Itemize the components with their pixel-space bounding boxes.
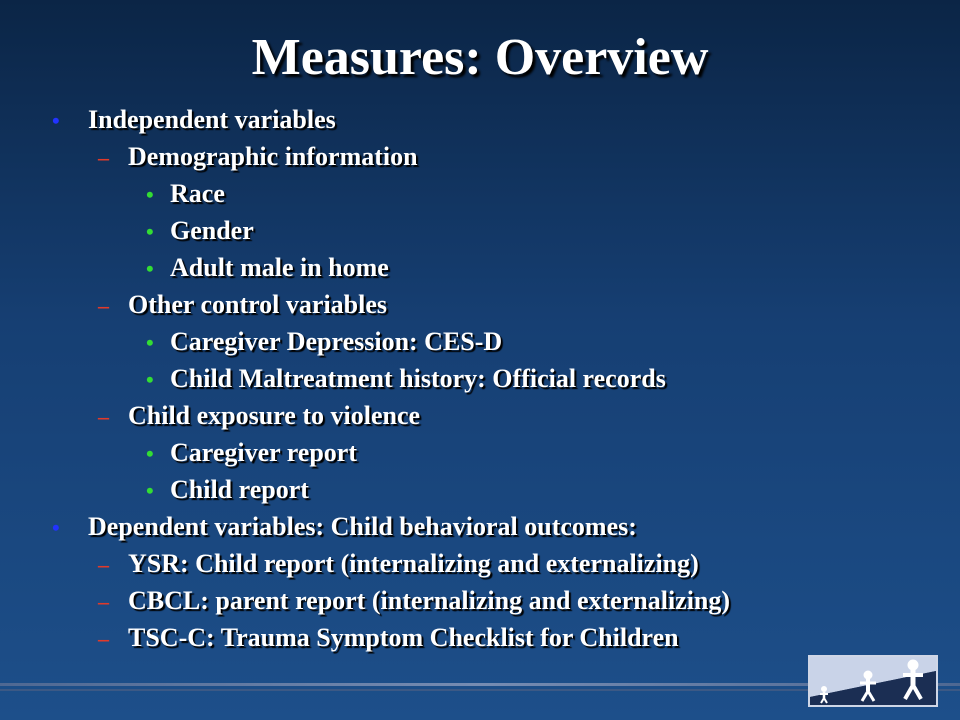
bullet-text: Gender <box>170 216 254 245</box>
dash-marker: – <box>98 293 109 318</box>
slide-title: Measures: Overview <box>251 29 709 86</box>
growing-figures-logo-icon <box>808 655 938 707</box>
bullet-text: Race <box>170 179 225 208</box>
bullet-marker: • <box>146 367 154 392</box>
bullet-text: Independent variables <box>88 105 336 134</box>
bullet-item <box>98 585 730 618</box>
bullet-item <box>52 511 637 544</box>
bullet-marker: • <box>146 330 154 355</box>
bullet-text: Demographic information <box>128 142 418 171</box>
bullet-text: Dependent variables: Child behavioral outcomes: <box>88 512 637 541</box>
bullet-marker: • <box>146 256 154 281</box>
dash-marker: – <box>98 626 109 651</box>
dash-marker: – <box>98 552 109 577</box>
bullet-item <box>98 548 699 581</box>
bullet-text: Caregiver Depression: CES-D <box>170 327 503 356</box>
bullet-item <box>146 326 502 359</box>
bullet-item <box>98 289 387 322</box>
bullet-item <box>146 252 389 285</box>
bullet-text: Child exposure to violence <box>128 401 421 430</box>
dash-marker: – <box>98 589 109 614</box>
bullet-marker: • <box>146 219 154 244</box>
bullet-marker: • <box>146 182 154 207</box>
bullet-marker: • <box>146 478 154 503</box>
bullet-item <box>52 104 336 137</box>
bullet-text: Adult male in home <box>170 253 389 282</box>
bullet-text: Caregiver report <box>170 438 357 467</box>
bullet-text: Child Maltreatment history: Official records <box>170 364 666 393</box>
bullet-text: TSC-C: Trauma Symptom Checklist for Children <box>128 623 679 652</box>
bullet-item <box>146 437 357 470</box>
bullet-marker: • <box>52 108 60 133</box>
bullet-item <box>98 400 420 433</box>
bullet-item <box>146 363 666 396</box>
bullet-item <box>98 141 418 174</box>
bullet-text: Child report <box>170 475 309 504</box>
bullet-text: YSR: Child report (internalizing and externalizing) <box>128 549 699 578</box>
bullet-item <box>98 622 679 655</box>
bullet-marker: • <box>52 515 60 540</box>
bullet-text: CBCL: parent report (internalizing and externalizing) <box>128 586 731 615</box>
bullet-item <box>146 178 225 211</box>
bullet-marker: • <box>146 441 154 466</box>
dash-marker: – <box>98 145 109 170</box>
bullet-item <box>146 215 254 248</box>
bullet-text: Other control variables <box>128 290 388 319</box>
bullet-item <box>146 474 309 507</box>
dash-marker: – <box>98 404 109 429</box>
